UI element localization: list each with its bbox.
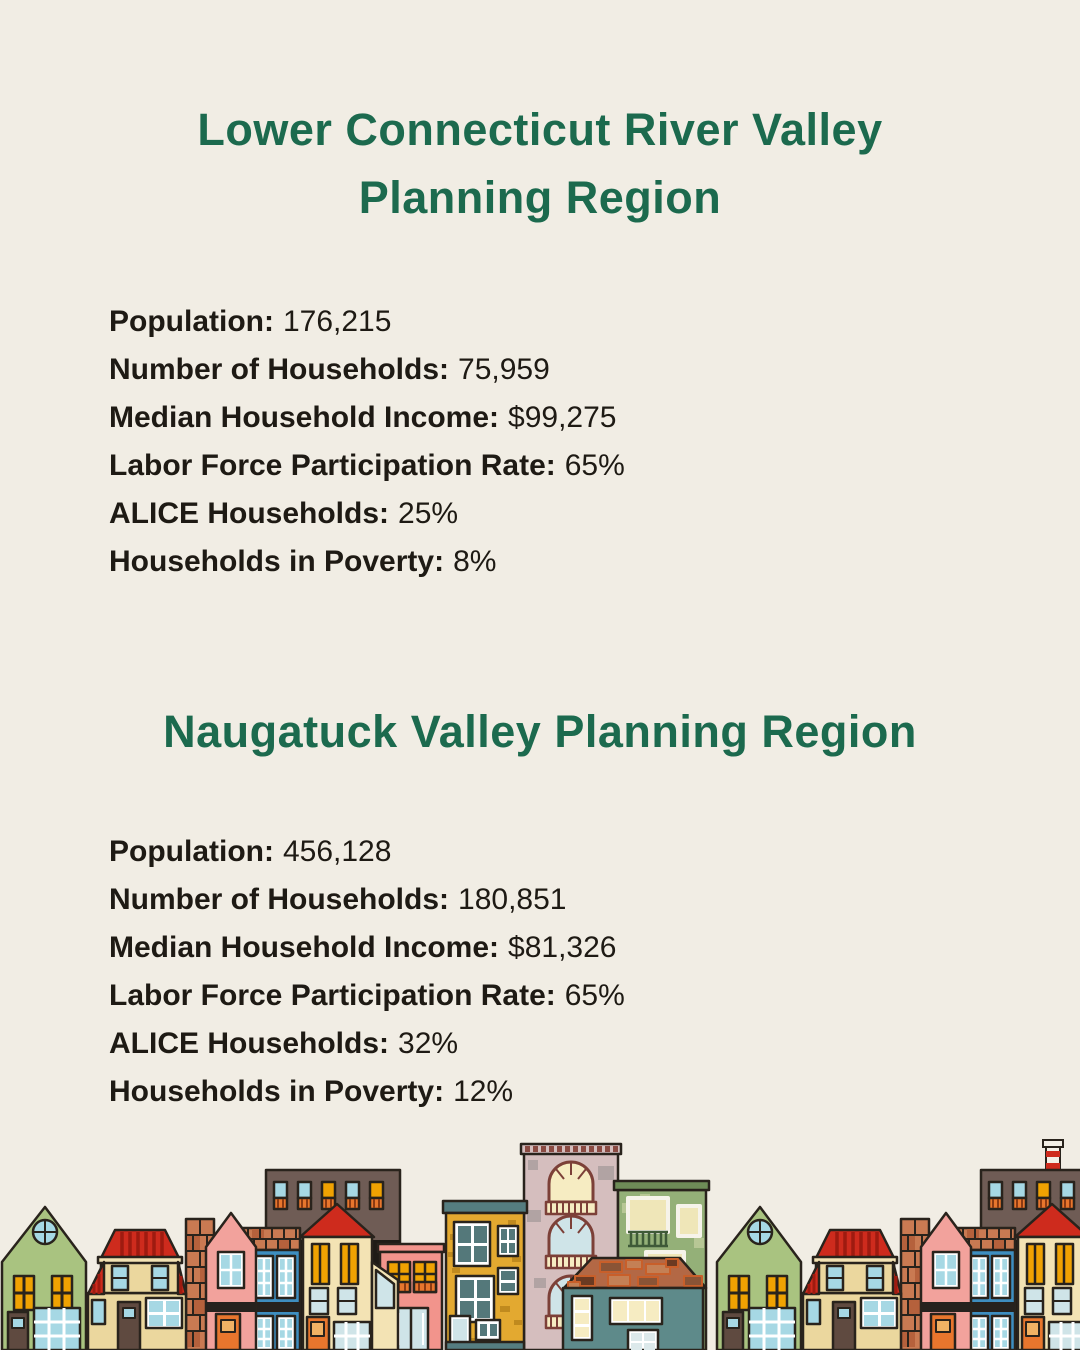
stat-value: 65% [564,449,625,482]
stat-label: Households in Poverty: [109,545,445,578]
stat-value: 8% [453,545,497,578]
region-2-stats [109,828,1030,1116]
stat-row [109,298,1030,346]
stat-value: 32% [398,1027,459,1060]
stat-value: $99,275 [508,401,617,434]
stat-label: Labor Force Participation Rate: [109,449,556,482]
stat-row [109,1020,1030,1068]
cityscape-illustration [0,1110,1080,1350]
region-2-title: Naugatuck Valley Planning Region [163,706,917,757]
stat-label: Labor Force Participation Rate: [109,979,556,1012]
stat-label: Population: [109,305,274,338]
stat-label: ALICE Households: [109,1027,390,1060]
stat-row [109,876,1030,924]
stat-row [109,442,1030,490]
stat-label: ALICE Households: [109,497,390,530]
region-1-stats [109,298,1030,586]
stat-label: Number of Households: [109,353,450,386]
stat-value: 65% [564,979,625,1012]
stat-label: Median Household Income: [109,931,500,964]
stat-value: 456,128 [282,835,392,868]
stat-row [109,394,1030,442]
stat-row [109,538,1030,586]
stat-value: 25% [398,497,459,530]
stat-value: 176,215 [282,305,392,338]
stat-row [109,828,1030,876]
stat-label: Households in Poverty: [109,1075,445,1108]
stat-row [109,346,1030,394]
stat-value: 75,959 [458,353,550,386]
region-1-title: Lower Connecticut River Valley Planning Region [197,104,883,223]
stat-label: Number of Households: [109,883,450,916]
stat-row [109,924,1030,972]
stat-value: 12% [453,1075,514,1108]
stat-label: Population: [109,835,274,868]
stat-value: 180,851 [458,883,567,916]
stat-row [109,1068,1030,1116]
stat-value: $81,326 [508,931,617,964]
stat-row [109,972,1030,1020]
stat-label: Median Household Income: [109,401,500,434]
stat-row [109,490,1030,538]
